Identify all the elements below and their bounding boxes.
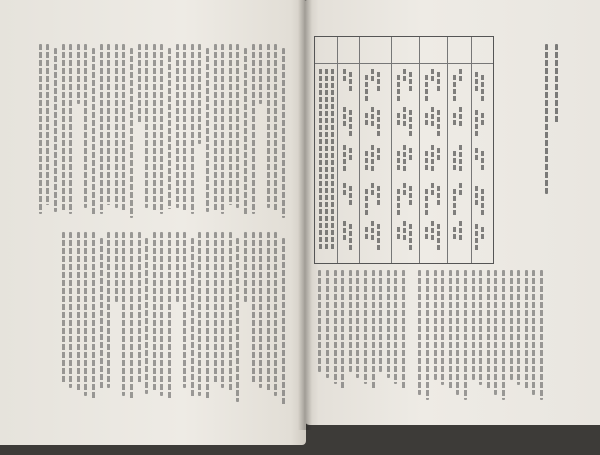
text-column [138,44,141,124]
table-cell-value [481,189,484,215]
text-column [356,270,359,378]
text-column [107,44,110,205]
text-column [221,44,224,214]
table-cell-value [431,107,434,127]
table-cell-value [343,69,346,83]
table-cell-value [425,113,428,127]
text-column [510,270,513,380]
table-column-divider [419,37,420,263]
text-column [349,270,352,372]
text-column [555,44,558,124]
text-column [69,232,72,388]
table-cell-value [371,145,374,171]
text-column [198,44,201,144]
text-column [282,238,285,406]
table-column-divider [447,37,448,263]
text-column [46,44,49,205]
text-column [252,44,255,214]
text-column [183,44,186,211]
table-cell-value [437,224,440,250]
table-cell-value [459,183,462,197]
table-cell-value [403,145,406,171]
table-cell-value [371,107,374,127]
text-column [229,44,232,205]
table-cell-value [437,72,440,92]
text-column [100,238,103,390]
table-row-label [319,69,322,249]
text-column [92,232,95,400]
text-column [92,48,95,215]
text-column [168,48,171,209]
table-cell-value [371,69,374,83]
text-column [107,232,110,388]
table-cell-value [459,221,462,241]
text-column [160,232,163,396]
text-column [84,44,87,208]
text-column [394,270,397,384]
text-column [334,270,337,384]
table-column-divider [337,37,338,263]
table-cell-value [349,148,352,162]
table-cell-value [459,107,462,127]
text-column [77,44,80,104]
text-column [130,232,133,400]
text-column [122,232,125,396]
text-column [160,44,163,214]
text-column [176,44,179,208]
table-cell-value [349,110,352,136]
table-cell-value [425,189,428,215]
text-column [183,232,186,388]
text-column [494,270,497,395]
text-column [244,232,247,302]
text-column [69,44,72,214]
table-cell-value [425,75,428,101]
table-cell-value [409,72,412,92]
table-cell-value [349,224,352,250]
text-column [130,48,133,218]
text-column [525,270,528,390]
table-column-divider [359,37,360,263]
text-column [236,44,239,208]
table-cell-value [437,186,440,206]
table-cell-value [481,113,484,127]
table-cell-value [453,151,456,171]
text-column [532,270,535,395]
table-cell-value [481,75,484,101]
text-column [267,232,270,392]
text-column [229,232,232,392]
table-cell-value [377,72,380,92]
text-column [145,44,148,208]
table-cell-value [475,186,478,206]
text-column [282,48,285,218]
table-cell-value [365,151,368,171]
text-column [206,48,209,212]
text-column [441,270,444,385]
text-column [62,44,65,211]
text-column [100,44,103,214]
table-cell-value [431,69,434,83]
text-column [252,232,255,384]
text-column [138,232,141,384]
table-cell-value [453,227,456,241]
text-column [387,270,390,378]
table-cell-value [349,72,352,92]
text-column [379,270,382,372]
table-row-label [325,69,328,249]
table-cell-value [371,183,374,197]
table-cell-value [397,75,400,101]
table-cell-value [425,227,428,241]
text-column [115,232,118,302]
table-cell-value [403,69,406,83]
table-cell-value [409,224,412,250]
table-cell-value [343,145,346,171]
table-column-divider [471,37,472,263]
text-column [84,232,87,396]
text-column [517,270,520,385]
table-cell-value [481,151,484,171]
text-column [274,232,277,396]
table-cell-value [453,75,456,101]
table-cell-value [377,186,380,206]
table-cell-value [397,227,400,241]
table-cell-value [453,189,456,215]
text-column [153,44,156,211]
table-cell-value [425,151,428,171]
table-cell-value [475,148,478,162]
table-cell-value [437,110,440,136]
table-cell-value [453,113,456,127]
text-column [540,270,543,400]
table-column-divider [391,37,392,263]
text-column [472,270,475,380]
text-column [244,48,247,215]
text-column [449,270,452,390]
table-cell-value [365,113,368,127]
table-cell-value [409,148,412,162]
table-cell-value [397,189,400,215]
text-column [402,270,405,390]
text-column [198,232,201,396]
text-column [191,44,194,214]
table-cell-value [481,227,484,241]
table-cell-value [343,107,346,127]
table-cell-value [409,186,412,206]
table-cell-value [377,110,380,136]
text-column [364,270,367,384]
table-cell-value [397,113,400,127]
table-cell-value [475,224,478,250]
text-column [341,270,344,390]
statistics-table [314,36,494,264]
text-column [206,232,209,400]
table-cell-value [431,221,434,241]
table-cell-value [431,145,434,171]
table-cell-value [365,75,368,101]
text-column [77,232,80,392]
table-cell-value [475,110,478,136]
text-column [259,232,262,388]
table-cell-value [377,224,380,250]
table-cell-value [365,189,368,215]
table-cell-value [377,148,380,162]
text-column [168,232,171,400]
text-column [236,238,239,402]
text-column [479,270,482,385]
text-column [274,44,277,211]
text-column [426,270,429,400]
text-column [122,44,125,211]
table-row-label [331,69,334,249]
text-column [434,270,437,380]
table-cell-value [403,183,406,197]
table-cell-value [437,148,440,162]
table-cell-value [403,221,406,241]
text-column [464,270,467,400]
text-column [372,270,375,390]
book-gutter [298,0,312,430]
table-cell-value [475,72,478,92]
text-column [191,238,194,398]
text-column [145,238,148,394]
text-column [267,44,270,208]
text-column [153,232,156,392]
text-column [54,48,57,212]
text-column [214,232,217,384]
text-column [259,44,262,104]
table-cell-value [343,221,346,241]
text-column [62,232,65,384]
table-cell-value [397,151,400,171]
table-cell-value [409,110,412,136]
text-column [115,44,118,208]
table-cell-value [403,107,406,127]
text-column [418,270,421,395]
text-column [456,270,459,395]
text-column [502,270,505,400]
text-column [221,232,224,388]
text-column [318,270,321,372]
text-column [487,270,490,390]
text-column [214,44,217,211]
table-cell-value [365,227,368,241]
text-column [176,232,179,302]
table-header-divider [315,63,493,64]
text-column [545,44,548,194]
text-column [326,270,329,378]
table-cell-value [431,183,434,197]
table-cell-value [349,186,352,206]
table-cell-value [459,69,462,83]
table-cell-value [343,183,346,197]
table-cell-value [459,145,462,171]
text-column [39,44,42,214]
table-cell-value [371,221,374,241]
